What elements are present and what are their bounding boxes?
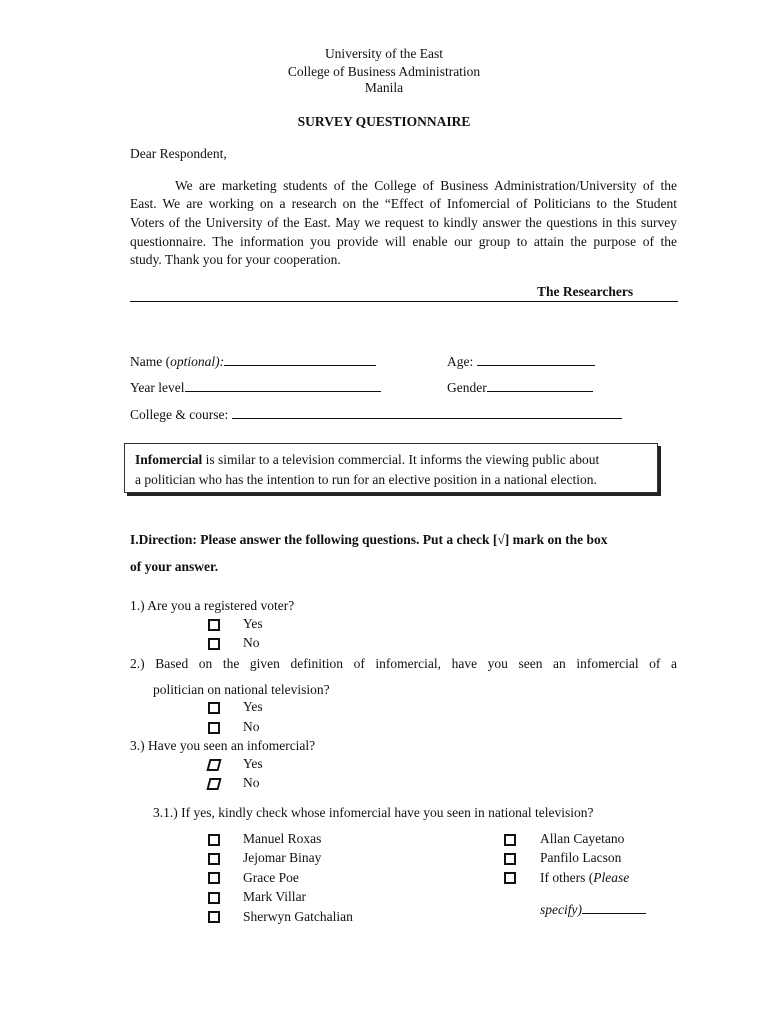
- option-label: Yes: [243, 756, 263, 771]
- option-label: Sherwyn Gatchalian: [243, 909, 353, 924]
- question-1: 1.) Are you a registered voter?: [130, 598, 295, 613]
- city-name: Manila: [364, 80, 404, 95]
- divider: [130, 301, 678, 302]
- direction-text: I.Direction: Please answer the following questions. Put a check [√] mark on the box: [130, 532, 608, 547]
- age-label: Age:: [447, 354, 474, 369]
- others-label: [540, 870, 629, 886]
- checkbox-panfilo-lacson[interactable]: [504, 853, 516, 865]
- direction-text: of your answer.: [130, 559, 219, 574]
- option-label: Jejomar Binay: [243, 850, 322, 865]
- document-title: SURVEY QUESTIONNAIRE: [297, 114, 471, 129]
- checkbox-q3-yes[interactable]: [206, 759, 221, 771]
- checkbox-q1-yes[interactable]: [208, 619, 220, 631]
- checkbox-grace-poe[interactable]: [208, 872, 220, 884]
- college-course-field[interactable]: [130, 405, 622, 423]
- year-level-label: Year level: [130, 380, 185, 395]
- option-label: Panfilo Lacson: [540, 850, 622, 865]
- signature: The Researchers: [537, 284, 634, 299]
- option-label: No: [243, 775, 260, 790]
- salutation: Dear Respondent,: [130, 146, 227, 161]
- option-label: Grace Poe: [243, 870, 299, 885]
- checkbox-others[interactable]: [504, 872, 516, 884]
- checkbox-q2-yes[interactable]: [208, 702, 220, 714]
- option-label: Allan Cayetano: [540, 831, 625, 846]
- question-2-cont: politician on national television?: [153, 682, 330, 697]
- letter-line: study. Thank you for your cooperation.: [130, 252, 341, 267]
- letter-line: We are marketing students of the College of Business Administration/University of the: [175, 178, 677, 193]
- option-label: Yes: [243, 699, 263, 714]
- checkbox-q1-no[interactable]: [208, 638, 220, 650]
- specify-field[interactable]: [540, 900, 646, 918]
- checkbox-jejomar-binay[interactable]: [208, 853, 220, 865]
- definition-term: Infomercial: [135, 452, 203, 467]
- letter-line: Voters of the University of the East. May we request to kindly answer the questions in this survey: [130, 215, 677, 230]
- checkbox-allan-cayetano[interactable]: [504, 834, 516, 846]
- checkbox-q3-no[interactable]: [206, 778, 221, 790]
- checkbox-manuel-roxas[interactable]: [208, 834, 220, 846]
- checkbox-mark-villar[interactable]: [208, 892, 220, 904]
- question-3-1: 3.1.) If yes, kindly check whose infomercial have you seen in national television?: [153, 805, 594, 820]
- option-label: Mark Villar: [243, 889, 307, 904]
- option-label: No: [243, 635, 260, 650]
- others-text: If others (: [540, 870, 594, 885]
- letter-line: questionnaire. The information you provide will enable our group to attain the purpose of the: [130, 234, 677, 249]
- definition-text: is similar to a television commercial. It informs the viewing public about: [202, 452, 600, 467]
- optional-label: optional):: [170, 354, 225, 369]
- gender-field[interactable]: [447, 378, 593, 396]
- college-course-label: College & course:: [130, 407, 229, 422]
- checkbox-q2-no[interactable]: [208, 722, 220, 734]
- university-name: University of the East: [324, 46, 444, 61]
- checkbox-sherwyn-gatchalian[interactable]: [208, 911, 220, 923]
- college-name: College of Business Administration: [287, 64, 481, 79]
- option-label: Yes: [243, 616, 263, 631]
- age-field[interactable]: [447, 352, 595, 370]
- year-level-field[interactable]: [130, 378, 381, 396]
- option-label: No: [243, 719, 260, 734]
- question-3: 3.) Have you seen an infomercial?: [130, 738, 316, 753]
- definition-line: a politician who has the intention to run for an elective position in a national election.: [135, 472, 597, 487]
- option-label: Manuel Roxas: [243, 831, 322, 846]
- letter-line: East. We are working on a research on the “Effect of Infomercial of Politicians to the Student: [130, 196, 677, 211]
- others-italic: Please: [593, 870, 630, 885]
- gender-label: Gender: [447, 380, 487, 395]
- name-label: Name (: [130, 354, 171, 369]
- definition-line: [135, 452, 599, 468]
- specify-label: specify): [540, 902, 582, 917]
- question-2: 2.) Based on the given definition of infomercial, have you seen an infomercial of a: [130, 656, 677, 671]
- name-field[interactable]: [130, 352, 376, 370]
